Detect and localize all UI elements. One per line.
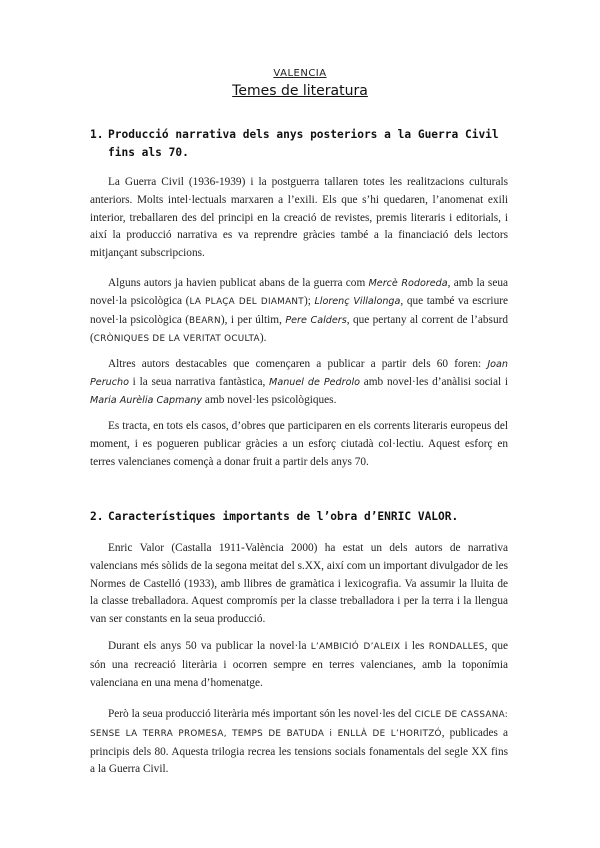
text-run: ). xyxy=(259,332,267,345)
section-2-paragraph-2 xyxy=(90,638,508,692)
section-1-paragraph-3 xyxy=(90,356,508,409)
author-name: Joan Perucho xyxy=(90,359,508,388)
author-name: Llorenç Villalonga xyxy=(314,295,401,307)
text-run: Durant els anys 50 va publicar la novel·la xyxy=(108,640,311,652)
section-2-paragraph-3 xyxy=(90,706,508,779)
section-1-paragraph-2 xyxy=(90,275,508,349)
page-title: Temes de literatura xyxy=(232,83,368,99)
author-name: Mercè Rodoreda xyxy=(368,278,448,289)
text-run: , que també va escriure novel·la psicològica ( xyxy=(90,294,509,326)
text-run: i les xyxy=(400,640,429,652)
section-1-paragraph-4 xyxy=(90,418,508,471)
text-run: ), i per últim, xyxy=(220,313,286,326)
section-1-title: Producció narrativa dels anys posteriors a la Guerra Civil fins als 70. xyxy=(108,128,499,159)
book-title: BEARN xyxy=(189,315,221,326)
section-2-title: Característiques importants de l’obra d’ENRIC VALOR. xyxy=(108,510,459,523)
book-title: CRÒNIQUES DE LA VERITAT OCULTA xyxy=(93,334,260,345)
text-run: Però la seua producció literària més important són les novel·les del xyxy=(108,708,415,720)
text-run: , amb la seua novel·la psicològica ( xyxy=(90,277,508,307)
section-2-paragraph-1 xyxy=(90,540,508,629)
book-title: CICLE DE CASSANA: SENSE LA TERRA PROMESA, TEMPS DE BATUDA i ENLLÀ DE L’HORITZÓ xyxy=(90,710,509,739)
book-title: RONDALLES xyxy=(428,642,485,652)
paragraph-text: La Guerra Civil (1936-1939) i la postguerra tallaren totes les realitzacions culturals anteriors. Molts intel·lectuals marxaren a l’exili. Els que s’hi quedaren, l’anomenat exili interior, treballaren des del principi en la creació de revistes, premis literaris i editorials, i així la producció narrativa es va reprendre gràcies també a la financiació dels lectors mitjançant subscripcions. xyxy=(90,176,508,260)
text-run: , que són una recreació literària i ocorren sempre en terres valencianes, amb la toponímia valenciana en una mena d’homenatge. xyxy=(90,640,508,689)
book-title: L’AMBICIÓ D’ALEIX xyxy=(310,642,401,652)
text-run: amb novel·les psicològiques. xyxy=(202,393,337,406)
section-1-heading xyxy=(90,126,500,162)
header-label: VALENCIA xyxy=(273,68,327,79)
author-name: Manuel de Pedrolo xyxy=(269,376,360,388)
paragraph-text: Es tracta, en tots els casos, d’obres que participaren en els corrents literaris europeus del moment, i es pogueren publicar gràcies a un esforç ciutadà col·lectiu. Aquest esforç en terres valencianes començà a donar fruit a partir dels anys 70. xyxy=(90,420,508,468)
section-2-number: 2. xyxy=(90,510,104,523)
author-name: Pere Calders xyxy=(285,314,347,326)
book-title: LA PLAÇA DEL DIAMANT xyxy=(189,296,304,307)
paragraph-text: Enric Valor (Castalla 1911-València 2000) ha estat un dels autors de narrativa valencians més sòlids de la segona meitat del s.XX, així com un important divulgador de les Normes de Castelló (1933), amb llibres de gramàtica i lexicografia. Va assumir la lluita de la classe treballadora. Aquest compromís per la classe treballadora i per la terra i la llengua van ser constants en la seua producció. xyxy=(90,542,508,626)
text-run: ); xyxy=(303,294,315,307)
section-1-paragraph-1 xyxy=(90,174,508,263)
text-run: Altres autors destacables que començaren a publicar a partir dels 60 foren: xyxy=(108,358,488,370)
text-run: , que pertany al corrent de l’absurd ( xyxy=(90,313,509,345)
author-name: Maria Aurèlia Capmany xyxy=(90,394,203,406)
text-run: amb novel·les d’anàlisi social i xyxy=(360,375,508,388)
text-run: i la seua narrativa fantàstica, xyxy=(128,375,270,388)
text-run: , publicades a principis dels 80. Aquesta trilogia recrea les tensions socials fonamentals del segle XX fins a la Guerra Civil. xyxy=(90,726,508,776)
text-run: Alguns autors ja havien publicat abans de la guerra com xyxy=(108,277,369,289)
section-1-number: 1. xyxy=(90,128,104,141)
section-2-heading xyxy=(90,508,500,526)
